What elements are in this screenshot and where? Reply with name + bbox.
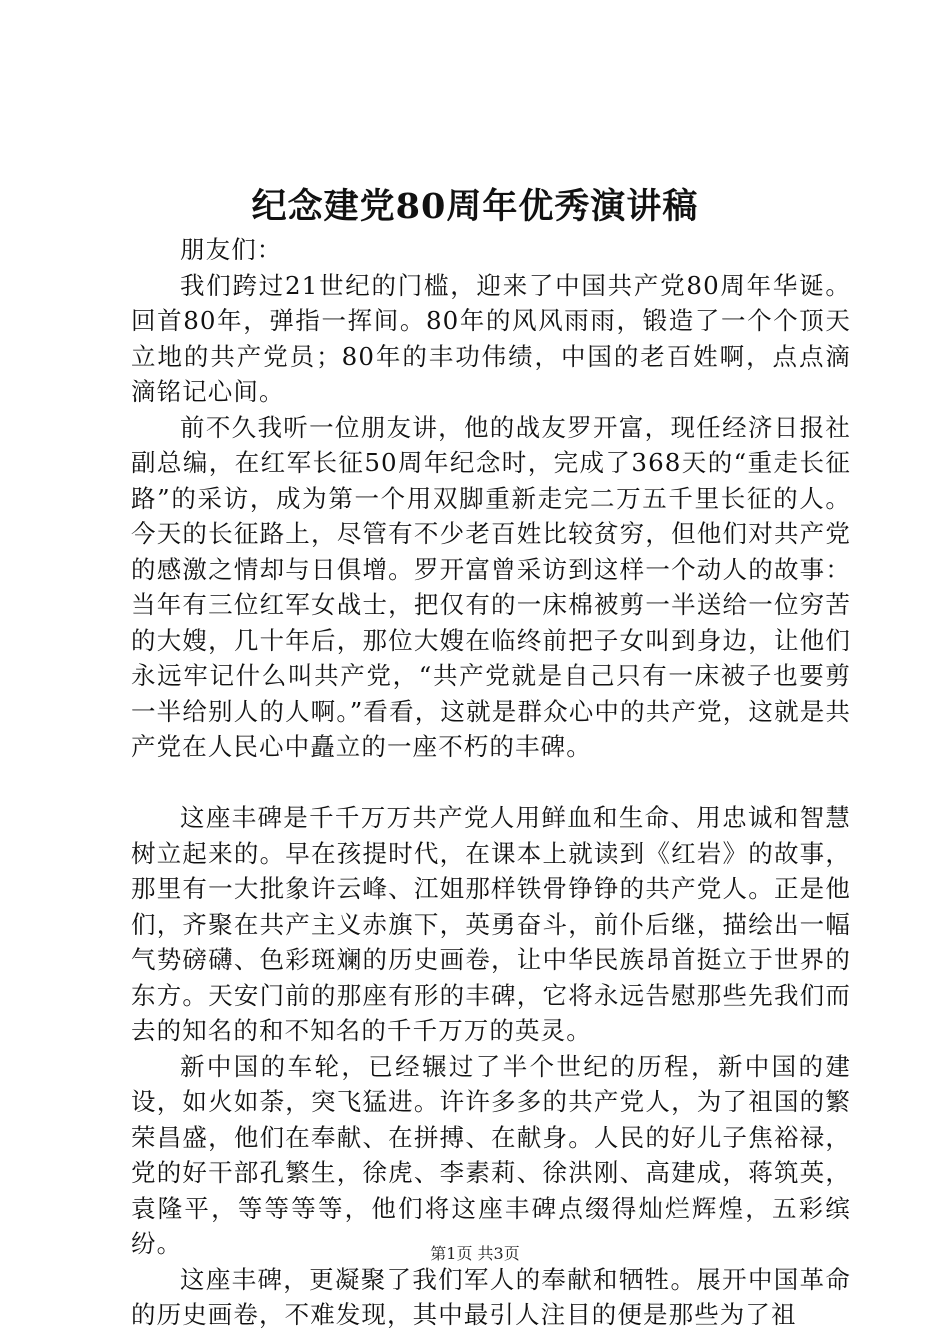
document-body xyxy=(131,232,851,1333)
paragraph: 新中国的车轮，已经辗过了半个世纪的历程，新中国的建设，如火如荼，突飞猛进。许许多多的共产党人，为了祖国的繁荣昌盛，他们在奉献、在拼搏、在献身。人民的好儿子焦裕禄，党的好干部孔繁生，徐虎、李素莉、徐洪刚、高建成，蒋筑英，袁隆平，等等等等，他们将这座丰碑点缀得灿烂辉煌，五彩缤纷。 xyxy=(131,1051,851,1258)
salutation: 朋友们： xyxy=(180,235,283,264)
paragraph: 这座丰碑是千千万万共产党人用鲜血和生命、用忠诚和智慧树立起来的。早在孩提时代，在课本上就读到《红岩》的故事，那里有一大批象许云峰、江姐那样铁骨铮铮的共产党人。正是他们，齐聚在共产主义赤旗下，英勇奋斗，前仆后继，描绘出一幅气势磅礴、色彩斑斓的历史画卷，让中华民族昂首挺立于世界的东方。天安门前的那座有形的丰碑，它将永远告慰那些先我们而去的知名的和不知名的千千万万的英灵。 xyxy=(131,803,851,1045)
document-title: 纪念建党80周年优秀演讲稿 xyxy=(251,186,699,227)
paragraph: 前不久我听一位朋友讲，他的战友罗开富，现任经济日报社副总编，在红军长征50周年纪念时，完成了368天的“重走长征路”的采访，成为第一个用双脚重新走完二万五千里长征的人。今天的长征路上，尽管有不少老百姓比较贫穷，但他们对共产党的感激之情却与日俱增。罗开富曾采访到这样一个动人的故事：当年有三位红军女战士，把仅有的一床棉被剪一半送给一位穷苦的大嫂，几十年后，那位大嫂在临终前把子女叫到身边，让他们永远牢记什么叫共产党，“共产党就是自己只有一床被子也要剪一半给别人的人啊。”看看，这就是群众心中的共产党，这就是共产党在人民心中矗立的一座不朽的丰碑。 xyxy=(131,412,851,761)
paragraph: 这座丰碑，更凝聚了我们军人的奉献和牺牲。展开中国革命的历史画卷，不难发现，其中最引人注目的便是那些为了祖 xyxy=(131,1264,851,1329)
paragraph: 我们跨过21世纪的门槛，迎来了中国共产党80周年华诞。回首80年，弹指一挥间。80年的风风雨雨，锻造了一个个顶天立地的共产党员；80年的丰功伟绩，中国的老百姓啊，点点滴滴铭记心间。 xyxy=(131,270,851,406)
page-number-footer: 第1页 共3页 xyxy=(430,1244,520,1263)
